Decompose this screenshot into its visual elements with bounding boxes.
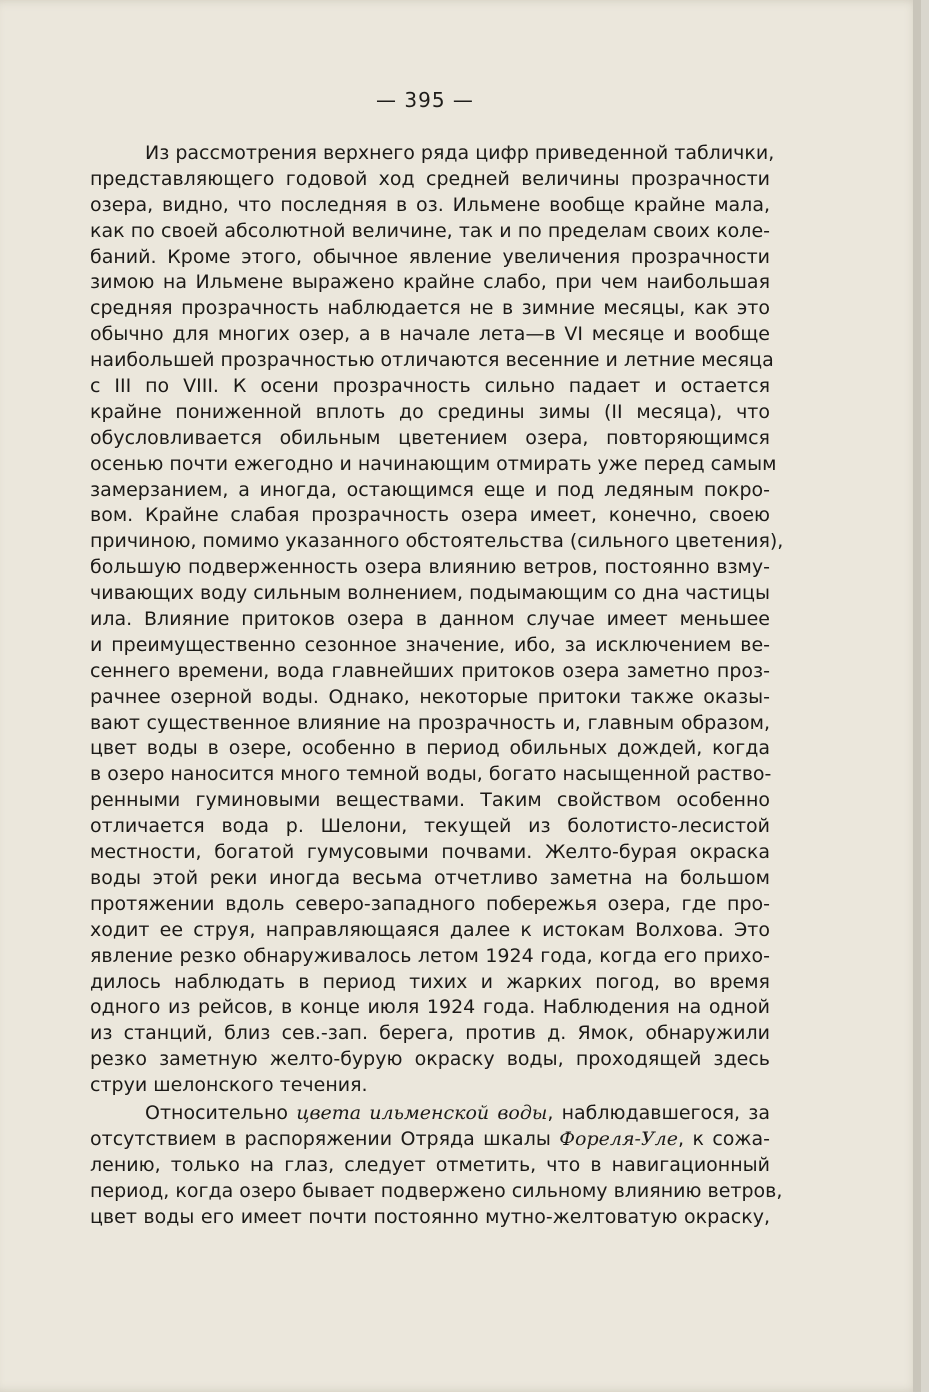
text-line: в озеро наносится много темной воды, богато насыщенной раство- xyxy=(90,763,772,786)
text-line: местности, богатой гумусовыми почвами. Желто-бурая окраска xyxy=(90,841,770,864)
text-line: ходит ее струя, направляющаяся далее к истокам Волхова. Это xyxy=(90,918,770,941)
text-line: как по своей абсолютной величине, так и по пределам своих коле- xyxy=(90,219,770,242)
text-line: представляющего годовой ход средней величины прозрачности xyxy=(90,167,770,190)
text-line: ренными гуминовыми веществами. Таким свойством особенно xyxy=(90,789,770,812)
text-line: цвет воды его имеет почти постоянно мутно-желтоватую окраску, xyxy=(90,1205,770,1228)
text-line: воды этой реки иногда весьма отчетливо заметна на большом xyxy=(90,866,770,889)
text-line: отсутствием в распоряжении Отряда шкалы Фореля-Уле, к сожа- xyxy=(90,1127,771,1150)
text-line: замерзанием, а иногда, остающимся еще и под ледяным покро- xyxy=(90,478,770,501)
text-line: зимою на Ильмене выражено крайне слабо, при чем наибольшая xyxy=(90,271,770,294)
text-line: явление резко обнаруживалось летом 1924 года, когда его прихо- xyxy=(90,944,770,967)
text-line: с III по VIII. К осени прозрачность сильно падает и остается xyxy=(90,375,770,398)
text-line: большую подверженность озера влиянию ветров, постоянно взму- xyxy=(90,556,770,579)
text-line: осенью почти ежегодно и начинающим отмирать уже перед самым xyxy=(90,452,777,475)
text-line: рачнее озерной воды. Однако, некоторые притоки также оказы- xyxy=(90,685,770,708)
text-line: обусловливается обильным цветением озера, повторяющимся xyxy=(90,426,770,449)
text-line: струи шелонского течения. xyxy=(90,1074,368,1097)
text-line: наибольшей прозрачностью отличаются весенние и летние месяца xyxy=(90,349,774,372)
text-line: озера, видно, что последняя в оз. Ильмене вообще крайне мала, xyxy=(90,193,770,216)
text-line: резко заметную желто-бурую окраску воды, проходящей здесь xyxy=(90,1048,770,1071)
italic-term: цвета ильменской воды xyxy=(296,1101,548,1124)
text-line: одного из рейсов, в конце июля 1924 года. Наблюдения на одной xyxy=(90,996,770,1019)
text-line: из станций, близ сев.-зап. берега, против д. Ямок, обнаружили xyxy=(90,1022,770,1045)
text-line: лению, только на глаз, следует отметить, что в навигационный xyxy=(90,1153,770,1176)
text-line: вают существенное влияние на прозрачность и, главным образом, xyxy=(90,711,770,734)
text-line: дилось наблюдать в период тихих и жарких погод, во время xyxy=(90,970,770,993)
text-line: обычно для многих озер, а в начале лета—в VI месяце и вообще xyxy=(90,323,770,346)
text-line: цвет воды в озере, особенно в период обильных дождей, когда xyxy=(90,737,770,760)
page-edge xyxy=(913,0,921,1392)
text-line: причиною, помимо указанного обстоятельства (сильного цветения), xyxy=(90,530,784,553)
text-line: Относительно цвета ильменской воды, наблюдавшегося, за xyxy=(145,1101,770,1124)
paragraph-2 xyxy=(90,1101,783,1230)
text-line: баний. Кроме этого, обычное явление увеличения прозрачности xyxy=(90,245,770,268)
text-line: протяжении вдоль северо-западного побережья озера, где про- xyxy=(90,892,770,915)
text-line: сеннего времени, вода главнейших притоков озера заметно проз- xyxy=(90,659,770,682)
text-line: отличается вода р. Шелони, текущей из болотисто-лесистой xyxy=(90,815,770,838)
text-line: вом. Крайне слабая прозрачность озера имеет, конечно, своею xyxy=(90,504,770,527)
text-line: чивающих воду сильным волнением, подымающим со дна частицы xyxy=(90,582,770,605)
italic-term: Фореля-Уле xyxy=(559,1127,679,1150)
text-line: средняя прозрачность наблюдается не в зимние месяцы, как это xyxy=(90,297,770,320)
paragraph-1 xyxy=(90,141,784,1099)
text-line: период, когда озеро бывает подвержено сильному влиянию ветров, xyxy=(90,1179,783,1202)
text-line: ила. Влияние притоков озера в данном случае имеет меньшее xyxy=(90,608,770,631)
page-number: — 395 — xyxy=(376,88,474,112)
body-text xyxy=(90,141,784,1230)
text-line: и преимущественно сезонное значение, ибо, за исключением ве- xyxy=(90,633,770,656)
text-line: Из рассмотрения верхнего ряда цифр приведенной таблички, xyxy=(145,142,775,164)
text-line: крайне пониженной вплоть до средины зимы (II месяца), что xyxy=(90,400,770,423)
